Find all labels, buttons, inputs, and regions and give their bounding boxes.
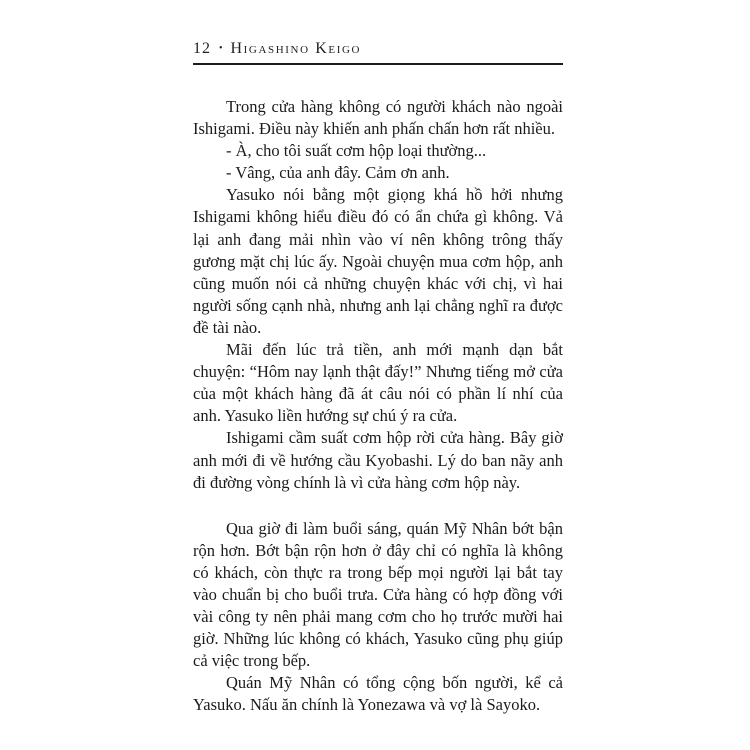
paragraph: Trong cửa hàng không có người khách nào ngoài Ishigami. Điều này khiến anh phấn chấn hơn rất nhiều.	[193, 97, 563, 139]
paragraph: Ishigami cầm suất cơm hộp rời cửa hàng. Bây giờ anh mới đi về hướng cầu Kyobashi. Lý do ban nãy anh đi đường vòng chính là vì cửa hàng cơm hộp này.	[193, 428, 563, 492]
page-number: 12	[193, 40, 211, 57]
running-header	[193, 40, 563, 65]
header-separator-dot: •	[219, 42, 223, 54]
paragraph: Mãi đến lúc trả tiền, anh mới mạnh dạn bắt chuyện: “Hôm nay lạnh thật đấy!” Nhưng tiếng mở cửa của một khách hàng đã át câu nói có phần lí nhí của anh. Yasuko liền hướng sự chú ý ra cửa.	[193, 340, 563, 426]
dialogue-line: - Vâng, của anh đây. Cảm ơn anh.	[226, 163, 450, 183]
paragraph: Yasuko nói bằng một giọng khá hồ hởi nhưng Ishigami không hiểu điều đó có ẩn chứa gì không. Vả lại anh đang mải nhìn vào ví nên không trông thấy gương mặt chị lúc ấy. Ngoài chuyện mua cơm hộp, anh cũng muốn nói cả những chuyện khác với chị, vì hai người sống cạnh nhà, nhưng anh lại chẳng nghĩ ra được đề tài nào.	[193, 185, 563, 337]
page-content	[193, 40, 563, 717]
running-header-title: Higashino Keigo	[230, 40, 362, 57]
dialogue-line: - À, cho tôi suất cơm hộp loại thường...	[226, 141, 487, 161]
body-text	[193, 96, 563, 717]
paragraph: Quán Mỹ Nhân có tổng cộng bốn người, kể cả Yasuko. Nấu ăn chính là Yonezawa và vợ là Sayoko.	[193, 673, 563, 715]
paragraph: Qua giờ đi làm buổi sáng, quán Mỹ Nhân bớt bận rộn hơn. Bớt bận rộn hơn ở đây chỉ có nghĩa là không có khách, còn thực ra trong bếp mọi người lại bắt tay vào chuẩn bị cho buổi trưa. Cửa hàng có hợp đồng với vài công ty nên phải mang cơm cho họ trước mười hai giờ. Những lúc không có khách, Yasuko cũng phụ giúp cả việc trong bếp.	[193, 518, 563, 671]
